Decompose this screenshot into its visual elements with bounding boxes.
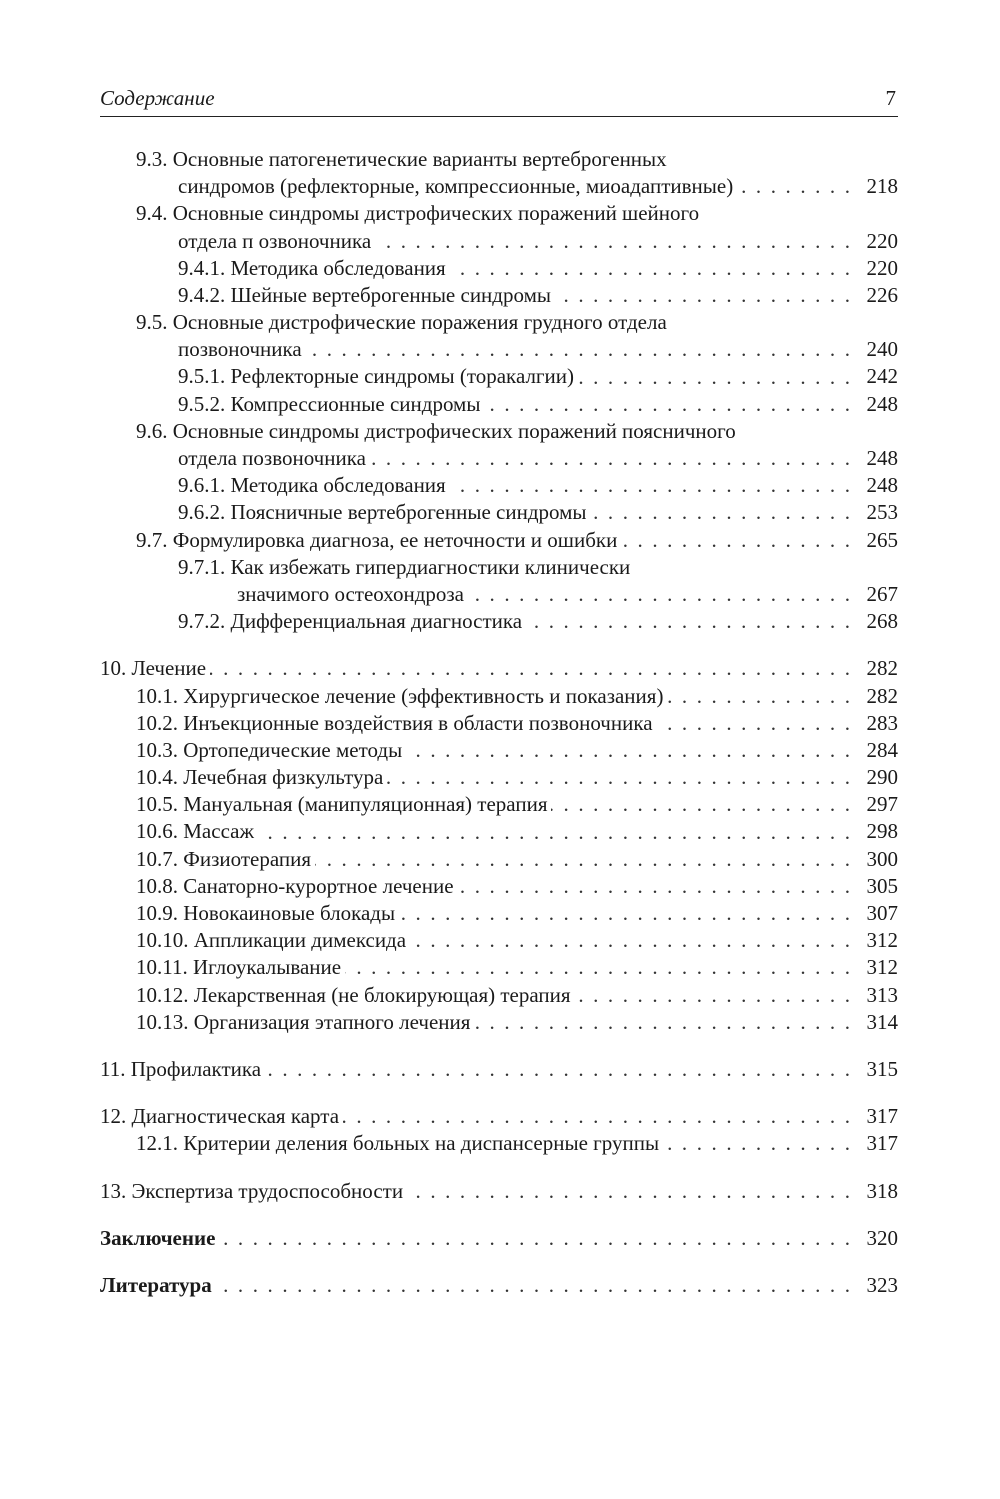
toc-entry-references[interactable]: Литература . . . 323	[100, 1272, 898, 1299]
toc-entry[interactable]: 9.5. Основные дистрофические поражения грудного отдела	[136, 310, 667, 335]
toc-entry[interactable]: 9.5.1. Рефлекторные синдромы (торакалгии) . . . 242	[100, 364, 898, 391]
table-of-contents	[100, 146, 898, 1299]
toc-entry[interactable]: 11. Профилактика . . . 315	[100, 1056, 898, 1083]
header-title: Содержание	[100, 86, 215, 110]
running-header	[100, 86, 898, 117]
toc-entry[interactable]: отдела позвоночника . . . 248	[100, 445, 898, 472]
toc-entry[interactable]: значимого остеохондроза . . . 267	[100, 581, 898, 608]
toc-entry[interactable]: отдела п озвоночника . . . 220	[100, 228, 898, 255]
toc-entry[interactable]: 9.7.2. Дифференциальная диагностика . . . 268	[100, 608, 898, 635]
toc-entry-conclusion[interactable]: Заключение . . . 320	[100, 1225, 898, 1252]
toc-entry[interactable]: 10.5. Мануальная (манипуляционная) терапия . . . 297	[100, 791, 898, 818]
toc-entry[interactable]: 9.6. Основные синдромы дистрофических поражений поясничного	[136, 418, 736, 443]
toc-entry[interactable]: синдромов (рефлекторные, компрессионные, миоадаптивные) . . . 218	[100, 173, 898, 200]
toc-entry[interactable]: 12. Диагностическая карта . . . 317	[100, 1103, 898, 1130]
toc-entry[interactable]: 10.9. Новокаиновые блокады . . . 307	[100, 900, 898, 927]
toc-entry[interactable]: 10.7. Физиотерапия . . . 300	[100, 846, 898, 873]
toc-entry[interactable]: 10.10. Аппликации димексида . . . 312	[100, 927, 898, 954]
toc-entry[interactable]: 9.7.1. Как избежать гипердиагностики клинически	[178, 554, 631, 579]
toc-entry[interactable]: 9.7. Формулировка диагноза, ее неточности и ошибки . . . 265	[100, 527, 898, 554]
toc-entry[interactable]: 9.4.2. Шейные вертеброгенные синдромы . . . 226	[100, 282, 898, 309]
toc-entry[interactable]: 10.1. Хирургическое лечение (эффективность и показания) . . . 282	[100, 683, 898, 710]
toc-entry[interactable]: 9.6.1. Методика обследования . . . 248	[100, 472, 898, 499]
toc-entry[interactable]: позвоночника . . . 240	[100, 336, 898, 363]
toc-entry[interactable]: 10.6. Массаж . . . 298	[100, 819, 898, 846]
toc-entry[interactable]: 9.4.1. Методика обследования . . . 220	[100, 255, 898, 282]
toc-entry[interactable]: 10.8. Санаторно-курортное лечение . . . 305	[100, 873, 898, 900]
toc-entry[interactable]: 9.5.2. Компрессионные синдромы . . . 248	[100, 391, 898, 418]
toc-entry[interactable]: 10. Лечение . . . 282	[100, 655, 898, 682]
toc-entry[interactable]: 9.3. Основные патогенетические варианты вертеброгенных	[136, 146, 667, 171]
toc-entry[interactable]: 10.2. Инъекционные воздействия в области позвоночника . . . 283	[100, 710, 898, 737]
toc-entry[interactable]: 10.3. Ортопедические методы . . . 284	[100, 737, 898, 764]
toc-entry[interactable]: 9.4. Основные синдромы дистрофических поражений шейного	[136, 201, 700, 226]
toc-entry[interactable]: 10.4. Лечебная физкультура . . . 290	[100, 764, 898, 791]
toc-entry[interactable]: 9.6.2. Поясничные вертеброгенные синдромы . . . 253	[100, 499, 898, 526]
document-page	[100, 0, 898, 1499]
toc-entry[interactable]: 13. Экспертиза трудоспособности . . . 318	[100, 1178, 898, 1205]
toc-entry[interactable]: 12.1. Критерии деления больных на диспансерные группы . . . 317	[100, 1130, 898, 1157]
toc-entry[interactable]: 10.12. Лекарственная (не блокирующая) терапия . . . 313	[100, 982, 898, 1009]
toc-entry[interactable]: 10.13. Организация этапного лечения . . . 314	[100, 1009, 898, 1036]
toc-entry[interactable]: 10.11. Иглоукалывание . . . 312	[100, 954, 898, 981]
header-page-number: 7	[885, 86, 896, 110]
